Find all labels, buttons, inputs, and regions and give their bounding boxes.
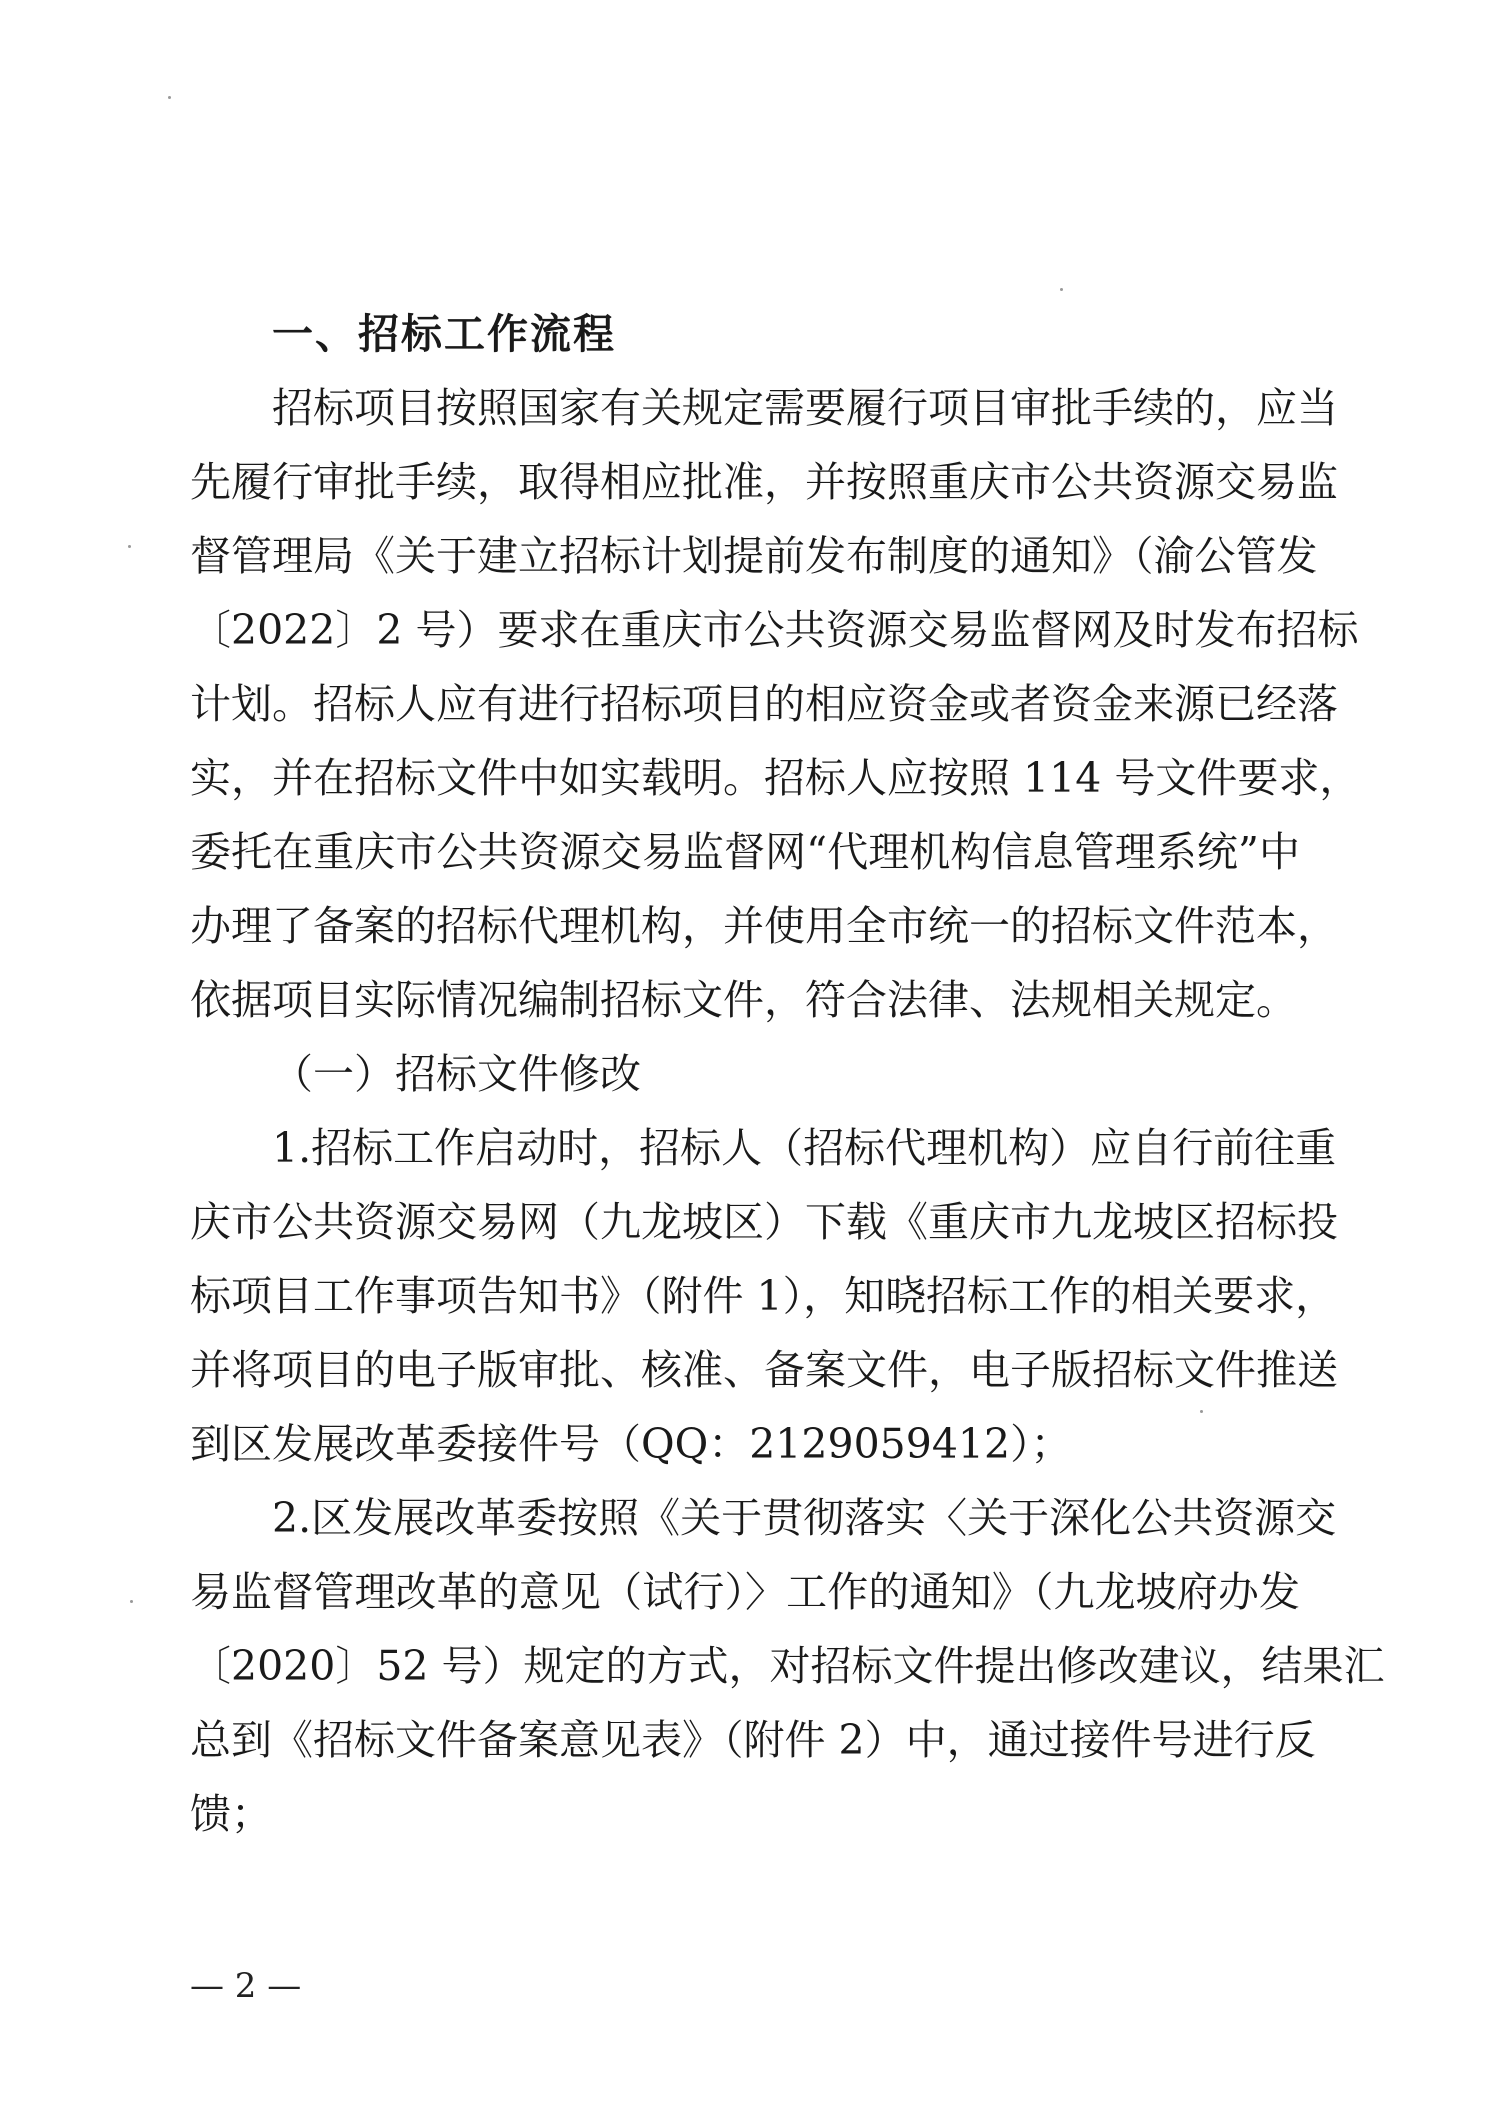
paragraph-line: 办理了备案的招标代理机构，并使用全市统一的招标文件范本，: [190, 902, 1338, 950]
list-item-line: 2.区发展改革委按照《关于贯彻落实〈关于深化公共资源交: [272, 1494, 1337, 1542]
list-item-line: 到区发展改革委接件号（QQ：2129059412）；: [190, 1420, 1072, 1468]
scan-speck: [130, 1600, 133, 1603]
scan-speck: [1060, 288, 1063, 291]
list-item-line: 总到《招标文件备案意见表》（附件 2）中，通过接件号进行反: [190, 1716, 1316, 1764]
list-item-line: 庆市公共资源交易网（九龙坡区）下载《重庆市九龙坡区招标投: [190, 1198, 1338, 1246]
scan-speck: [168, 96, 171, 99]
paragraph-line: 计划。招标人应有进行招标项目的相应资金或者资金来源已经落: [190, 680, 1338, 728]
page-number: — 2 —: [190, 1966, 302, 2006]
scan-speck: [128, 545, 131, 548]
paragraph-line: 实，并在招标文件中如实载明。招标人应按照 114 号文件要求，: [190, 754, 1361, 802]
list-item-line: 1.招标工作启动时，招标人（招标代理机构）应自行前往重: [272, 1124, 1337, 1172]
list-item-line: 〔2020〕52 号）规定的方式，对招标文件提出修改建议，结果汇: [190, 1642, 1385, 1690]
subheading: （一）招标文件修改: [272, 1050, 641, 1098]
paragraph-line: 先履行审批手续，取得相应批准，并按照重庆市公共资源交易监: [190, 458, 1338, 506]
list-item-line: 馈；: [190, 1790, 272, 1838]
paragraph-line: 委托在重庆市公共资源交易监督网“代理机构信息管理系统”中: [190, 828, 1300, 876]
list-item-line: 易监督管理改革的意见（试行）〉工作的通知》（九龙坡府办发: [190, 1568, 1300, 1616]
list-item-line: 标项目工作事项告知书》（附件 1），知晓招标工作的相关要求，: [190, 1272, 1337, 1320]
paragraph-line: 〔2022〕2 号）要求在重庆市公共资源交易监督网及时发布招标: [190, 606, 1359, 654]
paragraph-line: 招标项目按照国家有关规定需要履行项目审批手续的，应当: [272, 384, 1338, 432]
scan-speck: [1200, 1410, 1203, 1413]
list-item-line: 并将项目的电子版审批、核准、备案文件，电子版招标文件推送: [190, 1346, 1338, 1394]
section-heading: 一、招标工作流程: [272, 310, 616, 358]
paragraph-line: 督管理局《关于建立招标计划提前发布制度的通知》（渝公管发: [190, 532, 1318, 580]
paragraph-line: 依据项目实际情况编制招标文件，符合法律、法规相关规定。: [190, 976, 1297, 1024]
